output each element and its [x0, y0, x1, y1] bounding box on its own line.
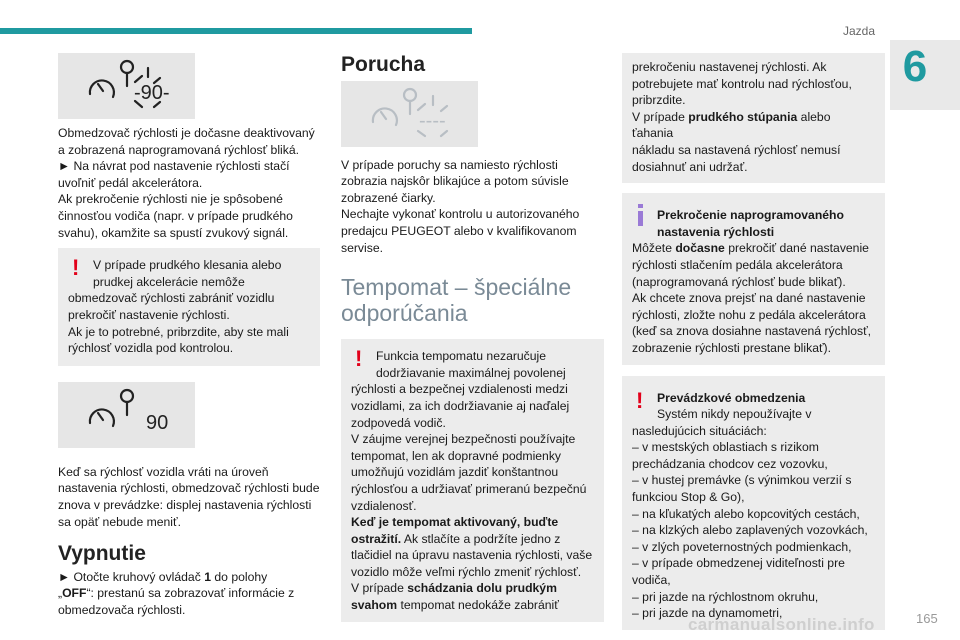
heading-vypnutie: Vypnutie [58, 542, 146, 566]
text-line: nastavenia rýchlosti, obmedzovač rýchlosti bude [58, 481, 320, 496]
chapter-number: 6 [902, 42, 928, 91]
text-line: – pri jazde na rýchlostnom okruhu, [632, 589, 819, 604]
heading-porucha: Porucha [341, 53, 426, 76]
text-line: vzdialenosť. [351, 498, 417, 513]
text-line: vozidlo môže veľmi rýchlo zmeniť rýchlosť. [351, 564, 582, 579]
heading-line: Tempomat – špeciálne [341, 274, 572, 301]
warning-note-continued [622, 53, 885, 183]
text-line: rýchlosti a bezpečnej vzdialenosti medzi [351, 382, 568, 397]
info-note [622, 193, 885, 364]
text-line: rýchlosťou a udržiavať primeranú bezpečnú [351, 481, 587, 496]
text-line: prudkej akcelerácie nemôže [93, 274, 245, 289]
warning-icon: ! [355, 346, 363, 372]
text-line: funkciou Stop & Go), [632, 490, 745, 505]
text-line: V záujme verejnej bezpečnosti používajte [351, 432, 576, 447]
warning-note [341, 339, 604, 622]
text-line: Keď je tempomat aktivovaný, buďte [351, 515, 559, 530]
text-line: (keď sa znova dosiahne nastavená rýchlosť, [632, 324, 872, 339]
fault-text [341, 157, 604, 257]
text-line: „OFF“: prestanú sa zobrazovať informácie z [58, 586, 295, 601]
text-line: V prípade poruchy sa namiesto rýchlosti [341, 157, 558, 172]
text-line: zobrazenie rýchlosti prestane blikať). [632, 340, 831, 355]
text-line: tempomat, len ak dopravné podmienky [351, 448, 562, 463]
text-line: uvoľniť pedál akcelerátora. [58, 175, 203, 190]
text-line: dodržiavanie maximálnej povolenej [376, 365, 566, 380]
speed-limiter-blinking-icon [58, 53, 195, 119]
text-line: servise. [341, 240, 383, 255]
limiter-text [58, 125, 320, 241]
text-line: a zobrazená naprogramovaná rýchlosť bliká. [58, 142, 300, 157]
text-line: Systém nikdy nepoužívajte v [657, 407, 812, 422]
heading-line: odporúčania [341, 300, 468, 327]
column-3 [622, 53, 885, 630]
text-line: prekročiť nastavenie rýchlosti. [68, 307, 230, 322]
watermark: carmanualsonline.info [688, 615, 875, 634]
text-line: zobrazené čiarky. [341, 190, 436, 205]
svg-text:-90-: -90- [134, 82, 170, 104]
text-line: potrebujete mať kontrolu nad rýchlosťou, [632, 76, 852, 91]
text-line: dosiahnuť ani udržať. [632, 159, 748, 174]
text-line: Obmedzovač rýchlosti je dočasne deaktivovaný [58, 126, 315, 140]
text-line: umožňujú vozidlám jazdiť konštantnou [351, 465, 559, 480]
text-line: vodiča, [632, 573, 671, 588]
text-line: rýchlosti, zložte nohu z pedála akcelerátora [632, 307, 866, 322]
speedometer-icon [58, 382, 195, 448]
section-title: Jazda [842, 24, 875, 38]
text-line: Ak prekročenie rýchlosti nie je spôsobené [58, 192, 283, 207]
warning-note [58, 248, 320, 366]
text-line: nastavenia rýchlosti [657, 224, 775, 239]
text-line: obmedzovača rýchlosti. [58, 602, 186, 617]
svg-text:----: ---- [419, 109, 446, 132]
text-line: Prekročenie naprogramovaného [657, 208, 844, 223]
column-1 [58, 53, 320, 618]
text-line: zobrazia najskôr blikajúce a potom súvisle [341, 174, 569, 189]
chapter-tab [890, 40, 960, 110]
text-line: Prevádzkové obmedzenia [657, 390, 806, 405]
text-line: – v mestských oblastiach s rizikom [632, 440, 819, 455]
text-line: ostražití. Ak stlačíte a podržíte jedno z [351, 531, 561, 546]
text-line: – v prípade obmedzenej viditeľnosti pre [632, 556, 845, 571]
text-line: Ak chcete znova prejsť na dané nastavenie [632, 291, 866, 306]
text-line: znova v prevádzke: displej nastavenia rýchlosti [58, 497, 312, 512]
text-line: – v zlých poveternostných podmienkach, [632, 539, 852, 554]
speedometer-icon [341, 81, 478, 147]
svg-text:90: 90 [146, 411, 169, 434]
text-line: Ak je to potrebné, pribrzdite, aby ste mali [68, 324, 289, 339]
info-icon [638, 204, 643, 226]
text-line: nákladu sa nastavená rýchlosť nemusí [632, 142, 841, 157]
column-2 [341, 53, 604, 622]
text-line: V prípade prudkého stúpania alebo ťahania [632, 109, 831, 141]
text-line: prekročeniu nastavenej rýchlosti. Ak [632, 60, 827, 74]
text-line: vozidlami, za ich dodržiavanie aj naďalej [351, 398, 570, 413]
warning-icon: ! [72, 255, 80, 281]
text-line: svahu), okamžite sa spustí zvukový signál. [58, 225, 289, 240]
text-line: sa opäť nebude meniť. [58, 514, 181, 529]
text-line: Nechajte vykonať kontrolu u autorizovaného [341, 207, 580, 222]
speed-limiter-steady-icon [58, 382, 195, 448]
text-line: – v hustej premávke (s výnimkou verzií s [632, 473, 852, 488]
text-line: zodpovedá vodič. [351, 415, 446, 430]
text-line: (naprogramovaná rýchlosť bude blikať). [632, 274, 846, 289]
text-line: rýchlosť vozidla pod kontrolou. [68, 341, 234, 356]
text-line: – pri jazde na dynamometri, [632, 606, 783, 621]
restore-text [58, 464, 320, 530]
text-line: svahom tempomat nedokáže zabrániť [351, 598, 559, 613]
text-line: pribrzdite. [632, 93, 686, 108]
warning-note [622, 376, 885, 630]
text-line: V prípade prudkého klesania alebo [93, 258, 282, 273]
speedometer-icon [58, 53, 195, 119]
switch-off-text [58, 569, 320, 619]
text-line: – na klzkých alebo zaplavených vozovkách, [632, 523, 868, 538]
text-line: predajcu PEUGEOT alebo v kvalifikovanom [341, 223, 577, 238]
text-line: obmedzovač rýchlosti zabrániť vozidlu [68, 291, 275, 306]
text-line: ► Na návrat pod nastavenie rýchlosti stačí [58, 159, 290, 174]
speed-limiter-fault-icon [341, 81, 478, 147]
page-number: 165 [916, 611, 938, 626]
text-line: V prípade schádzania dolu prudkým [351, 581, 557, 596]
text-line: Môžete dočasne prekročiť dané nastavenie [632, 241, 869, 256]
text-line: tlačidiel na úpravu nastavenia rýchlosti, vaše [351, 548, 593, 563]
text-line: prechádzania chodcov cez vozovku, [632, 456, 828, 471]
text-line: ► Otočte kruhový ovládač 1 do polohy [58, 569, 268, 584]
text-line: činnosťou vodiča (napr. v prípade prudkého [58, 208, 293, 223]
text-line: nasledujúcich situáciách: [632, 423, 767, 438]
text-line: rýchlosti stlačením pedála akcelerátora [632, 257, 843, 272]
text-line: Funkcia tempomatu nezaručuje [376, 349, 547, 364]
warning-icon: ! [636, 387, 644, 413]
text-line: – na kľukatých alebo kopcovitých cestách, [632, 506, 860, 521]
header-accent-bar [0, 28, 472, 34]
heading-tempomat [341, 274, 604, 326]
text-line: Keď sa rýchlosť vozidla vráti na úroveň [58, 464, 269, 479]
